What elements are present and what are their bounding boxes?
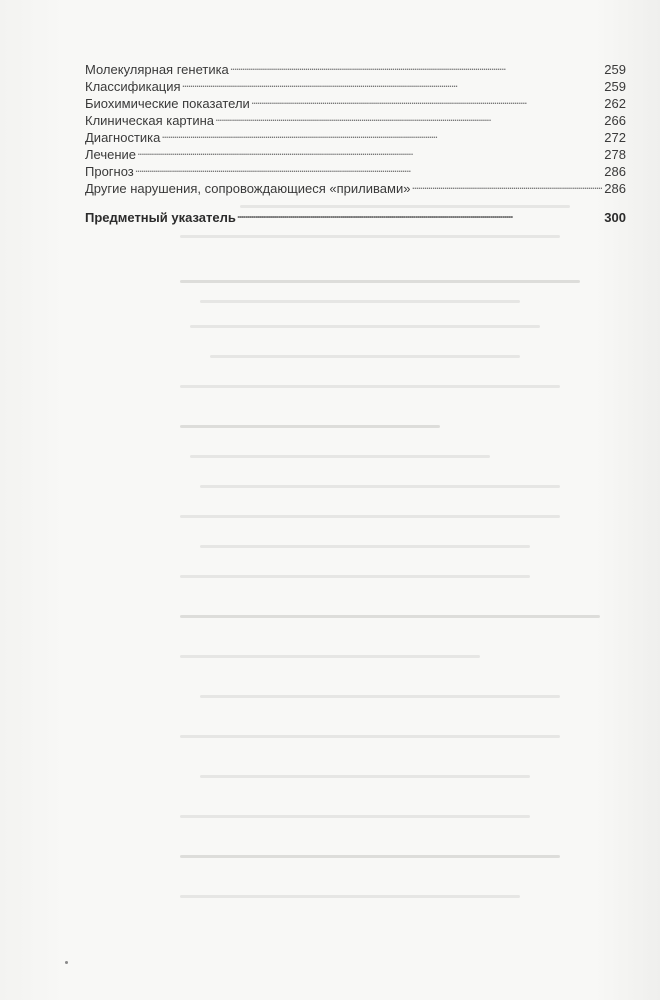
toc-entry [85, 159, 626, 179]
toc-entry-page: 266 [604, 113, 626, 128]
show-through-text [180, 195, 640, 915]
dot-leader [411, 176, 602, 193]
dot-leader [161, 125, 602, 142]
toc-entry-page: 286 [604, 181, 626, 196]
toc-entry-page: 278 [604, 147, 626, 162]
toc-entry-title: Диагностика [85, 130, 161, 145]
toc-entry [85, 176, 626, 196]
toc-entry-page: 286 [604, 164, 626, 179]
toc-entry-title: Другие нарушения, сопровождающиеся «приливами» [85, 181, 411, 196]
dot-leader [135, 159, 602, 176]
toc-entry-page: 259 [604, 79, 626, 94]
toc-entry [85, 142, 626, 162]
toc-entry-page: 262 [604, 96, 626, 111]
toc-entry-title: Молекулярная генетика [85, 62, 229, 77]
table-of-contents [85, 57, 626, 225]
dot-leader [137, 142, 602, 159]
toc-entry-title: Прогноз [85, 164, 134, 179]
toc-entry-title: Лечение [85, 147, 137, 162]
toc-entry-page: 259 [604, 62, 626, 77]
toc-entry [85, 125, 626, 145]
toc-entry-title: Биохимические показатели [85, 96, 250, 111]
toc-index-page: 300 [604, 210, 626, 225]
dot-leader [182, 74, 602, 91]
dot-leader [215, 108, 602, 125]
dot-leader [237, 205, 602, 222]
toc-entry-page: 272 [604, 130, 626, 145]
toc-entry-title: Классификация [85, 79, 181, 94]
toc-index-title: Предметный указатель [85, 210, 236, 225]
toc-entry-title: Клиническая картина [85, 113, 214, 128]
page-speck [65, 961, 68, 964]
toc-index-entry [85, 205, 626, 225]
toc-entry [85, 57, 626, 77]
dot-leader [230, 57, 602, 74]
dot-leader [251, 91, 602, 108]
